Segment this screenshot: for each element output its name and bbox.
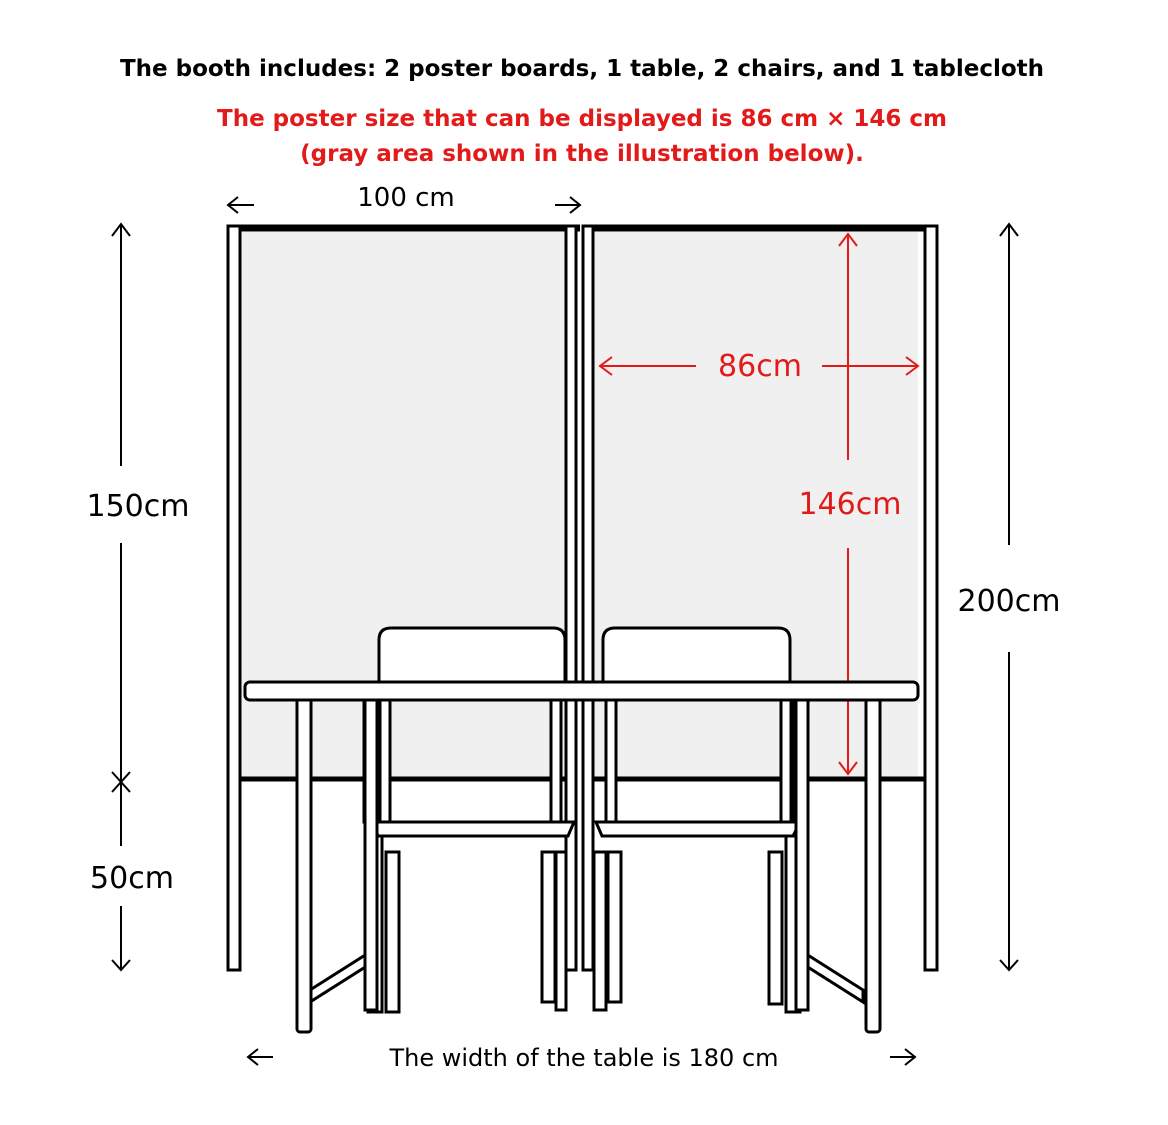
right-outer-post <box>925 226 937 970</box>
table-leg-left-inner <box>365 698 377 1010</box>
poster-size-text: The poster size that can be displayed is 86 cm × 146 cm <box>217 106 947 132</box>
table-leg-right-outer <box>866 698 880 1032</box>
table-left-brace <box>310 952 370 1002</box>
total-height-label: 200cm <box>957 584 1061 619</box>
table-right-brace <box>803 952 863 1002</box>
upper-height-up-arrow-icon <box>112 224 130 466</box>
left-chair-post-inner-right <box>551 698 561 822</box>
table-leg-left-outer <box>297 698 311 1032</box>
left-chair-leg-2 <box>386 852 399 1012</box>
total-height-down-arrow-icon <box>1000 652 1018 970</box>
lower-height-down-arrow-icon <box>112 906 130 970</box>
poster-size-note-text: (gray area shown in the illustration below). <box>300 141 864 167</box>
upper-height-label: 150cm <box>86 489 190 524</box>
lower-height-label: 50cm <box>90 861 174 896</box>
table-leg-right-inner <box>796 698 808 1010</box>
poster-height-label: 146cm <box>798 487 902 522</box>
table-top <box>245 682 918 700</box>
left-chair-seat <box>372 822 574 836</box>
right-chair-post-inner-left <box>606 698 616 822</box>
right-chair-leg-2 <box>608 852 621 1002</box>
table-width-left-arrow-icon <box>248 1049 273 1065</box>
board-width-label: 100 cm <box>357 183 455 213</box>
total-height-up-arrow-icon <box>1000 224 1018 545</box>
right-chair-leg-3 <box>769 852 782 1004</box>
table-width-right-arrow-icon <box>890 1049 915 1065</box>
left-chair-leg-3 <box>542 852 555 1002</box>
poster-width-label: 86cm <box>718 349 802 384</box>
right-arrow-icon <box>555 197 580 213</box>
left-chair-leg-4 <box>556 852 566 1010</box>
left-chair-post-inner-left <box>380 698 390 822</box>
table-width-label: The width of the table is 180 cm <box>389 1044 779 1072</box>
left-outer-post <box>228 226 240 970</box>
right-chair-leg-1 <box>594 852 606 1010</box>
center-post-right <box>583 226 593 970</box>
upper-height-down-arrow-icon <box>112 543 130 782</box>
right-chair-seat <box>596 822 800 836</box>
left-arrow-icon <box>228 197 254 213</box>
right-chair-post-inner-right <box>781 698 791 822</box>
lower-height-up-arrow-icon <box>112 782 130 846</box>
booth-includes-text: The booth includes: 2 poster boards, 1 table, 2 chairs, and 1 tablecloth <box>119 56 1045 82</box>
